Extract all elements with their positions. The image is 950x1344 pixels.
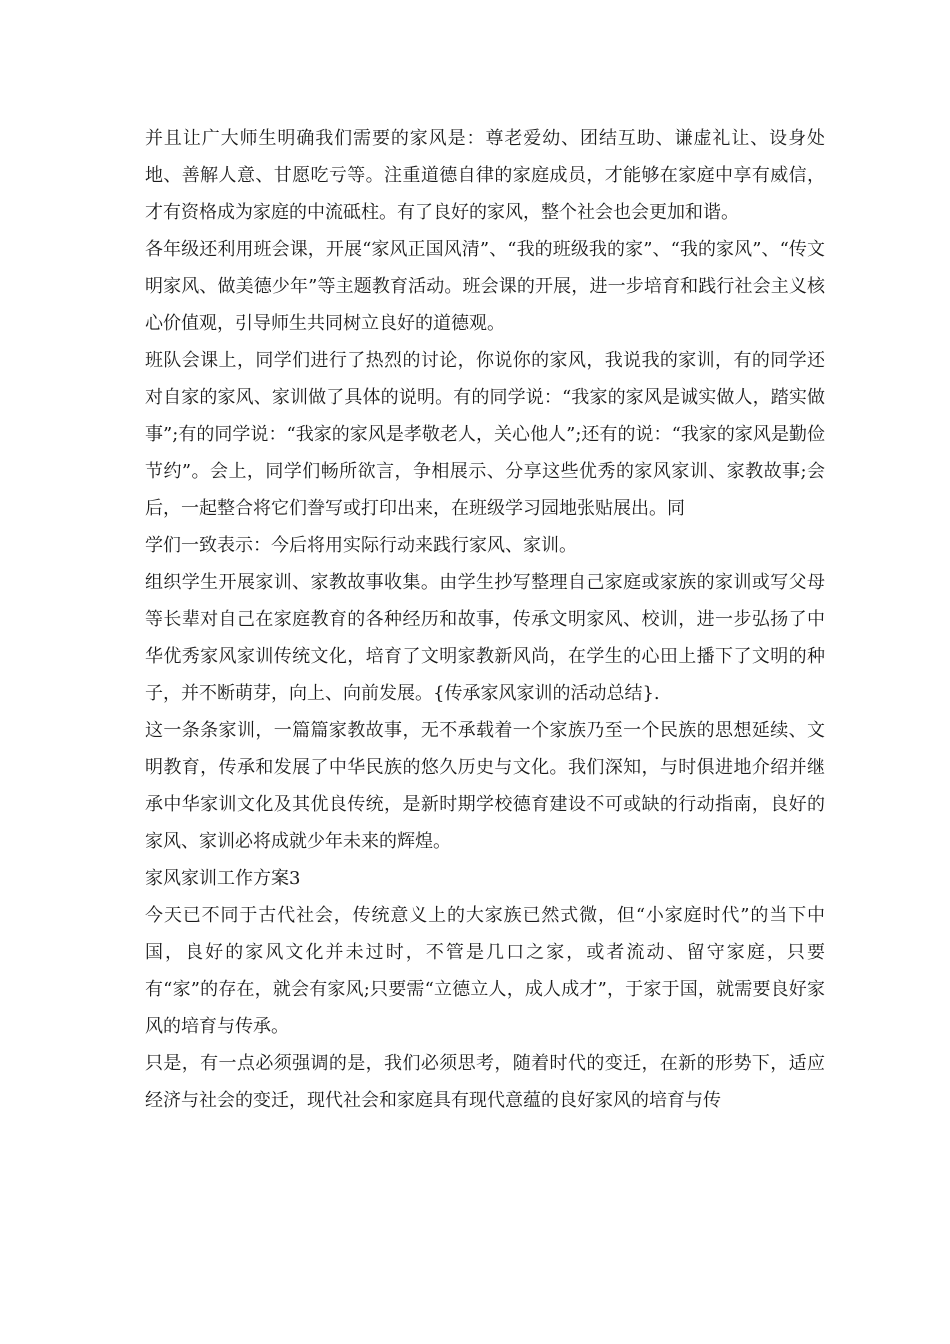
paragraph-class-discussion: 班队会课上，同学们进行了热烈的讨论，你说你的家风，我说我的家训，有的同学还对自家的家风、家训做了具体的说明。有的同学说：“我家的家风是诚实做人，踏实做事”;有的同学说：“我家的家风是孝敬老人，关心他人”;还有的说：“我家的家风是勤俭节约”。会上，同学们畅所欲言，争相展示、分享这些优秀的家风家训、家教故事;会后，一起整合将它们誊写或打印出来，在班级学习园地张贴展出。同: [145, 350, 825, 519]
paragraph-class-meeting-activities: 各年级还利用班会课，开展“家风正国风清”、“我的班级我的家”、“我的家风”、“传文明家风、做美德少年”等主题教育活动。班会课的开展，进一步培育和践行社会主义核心价值观，引导师生共同树立良好的道德观。: [145, 239, 825, 334]
paragraph-family-values: 并且让广大师生明确我们需要的家风是：尊老爱幼、团结互助、谦虚礼让、设身处地、善解人意、甘愿吃亏等。注重道德自律的家庭成员，才能够在家庭中享有威信，才有资格成为家庭的中流砥柱。有了良好的家风，整个社会也会更加和谐。: [145, 128, 825, 223]
section-heading: 家风家训工作方案3: [145, 868, 301, 889]
paragraph-story-collection: 组织学生开展家训、家教故事收集。由学生抄写整理自己家庭或家族的家训或写父母等长辈对自己在家庭教育的各种经历和故事，传承文明家风、校训，进一步弘扬了中华优秀家风家训传统文化，培育了文明家教新风尚，在学生的心田上播下了文明的种子，并不断萌芽，向上、向前发展。{传承家风家训的活动总结}.: [145, 572, 825, 704]
paragraph-family-instructions-legacy: 这一条条家训，一篇篇家教故事，无不承载着一个家族乃至一个民族的思想延续、文明教育，传承和发展了中华民族的悠久历史与文化。我们深知，与时俱进地介绍并继承中华家训文化及其优良传统，是新时期学校德育建设不可或缺的行动指南，良好的家风、家训必将成就少年未来的辉煌。: [145, 720, 825, 852]
document-body: [145, 120, 825, 1119]
paragraph-student-commitment: 学们一致表示：今后将用实际行动来践行家风、家训。: [145, 535, 577, 556]
paragraph-changing-times: 只是，有一点必须强调的是，我们必须思考，随着时代的变迁，在新的形势下，适应经济与社会的变迁，现代社会和家庭具有现代意蕴的良好家风的培育与传: [145, 1053, 825, 1111]
paragraph-modern-family: 今天已不同于古代社会，传统意义上的大家族已然式微，但“小家庭时代”的当下中国，良好的家风文化并未过时，不管是几口之家，或者流动、留守家庭，只要有“家”的存在，就会有家风;只要需“立德立人，成人成才”，于家于国，就需要良好家风的培育与传承。: [145, 905, 825, 1037]
